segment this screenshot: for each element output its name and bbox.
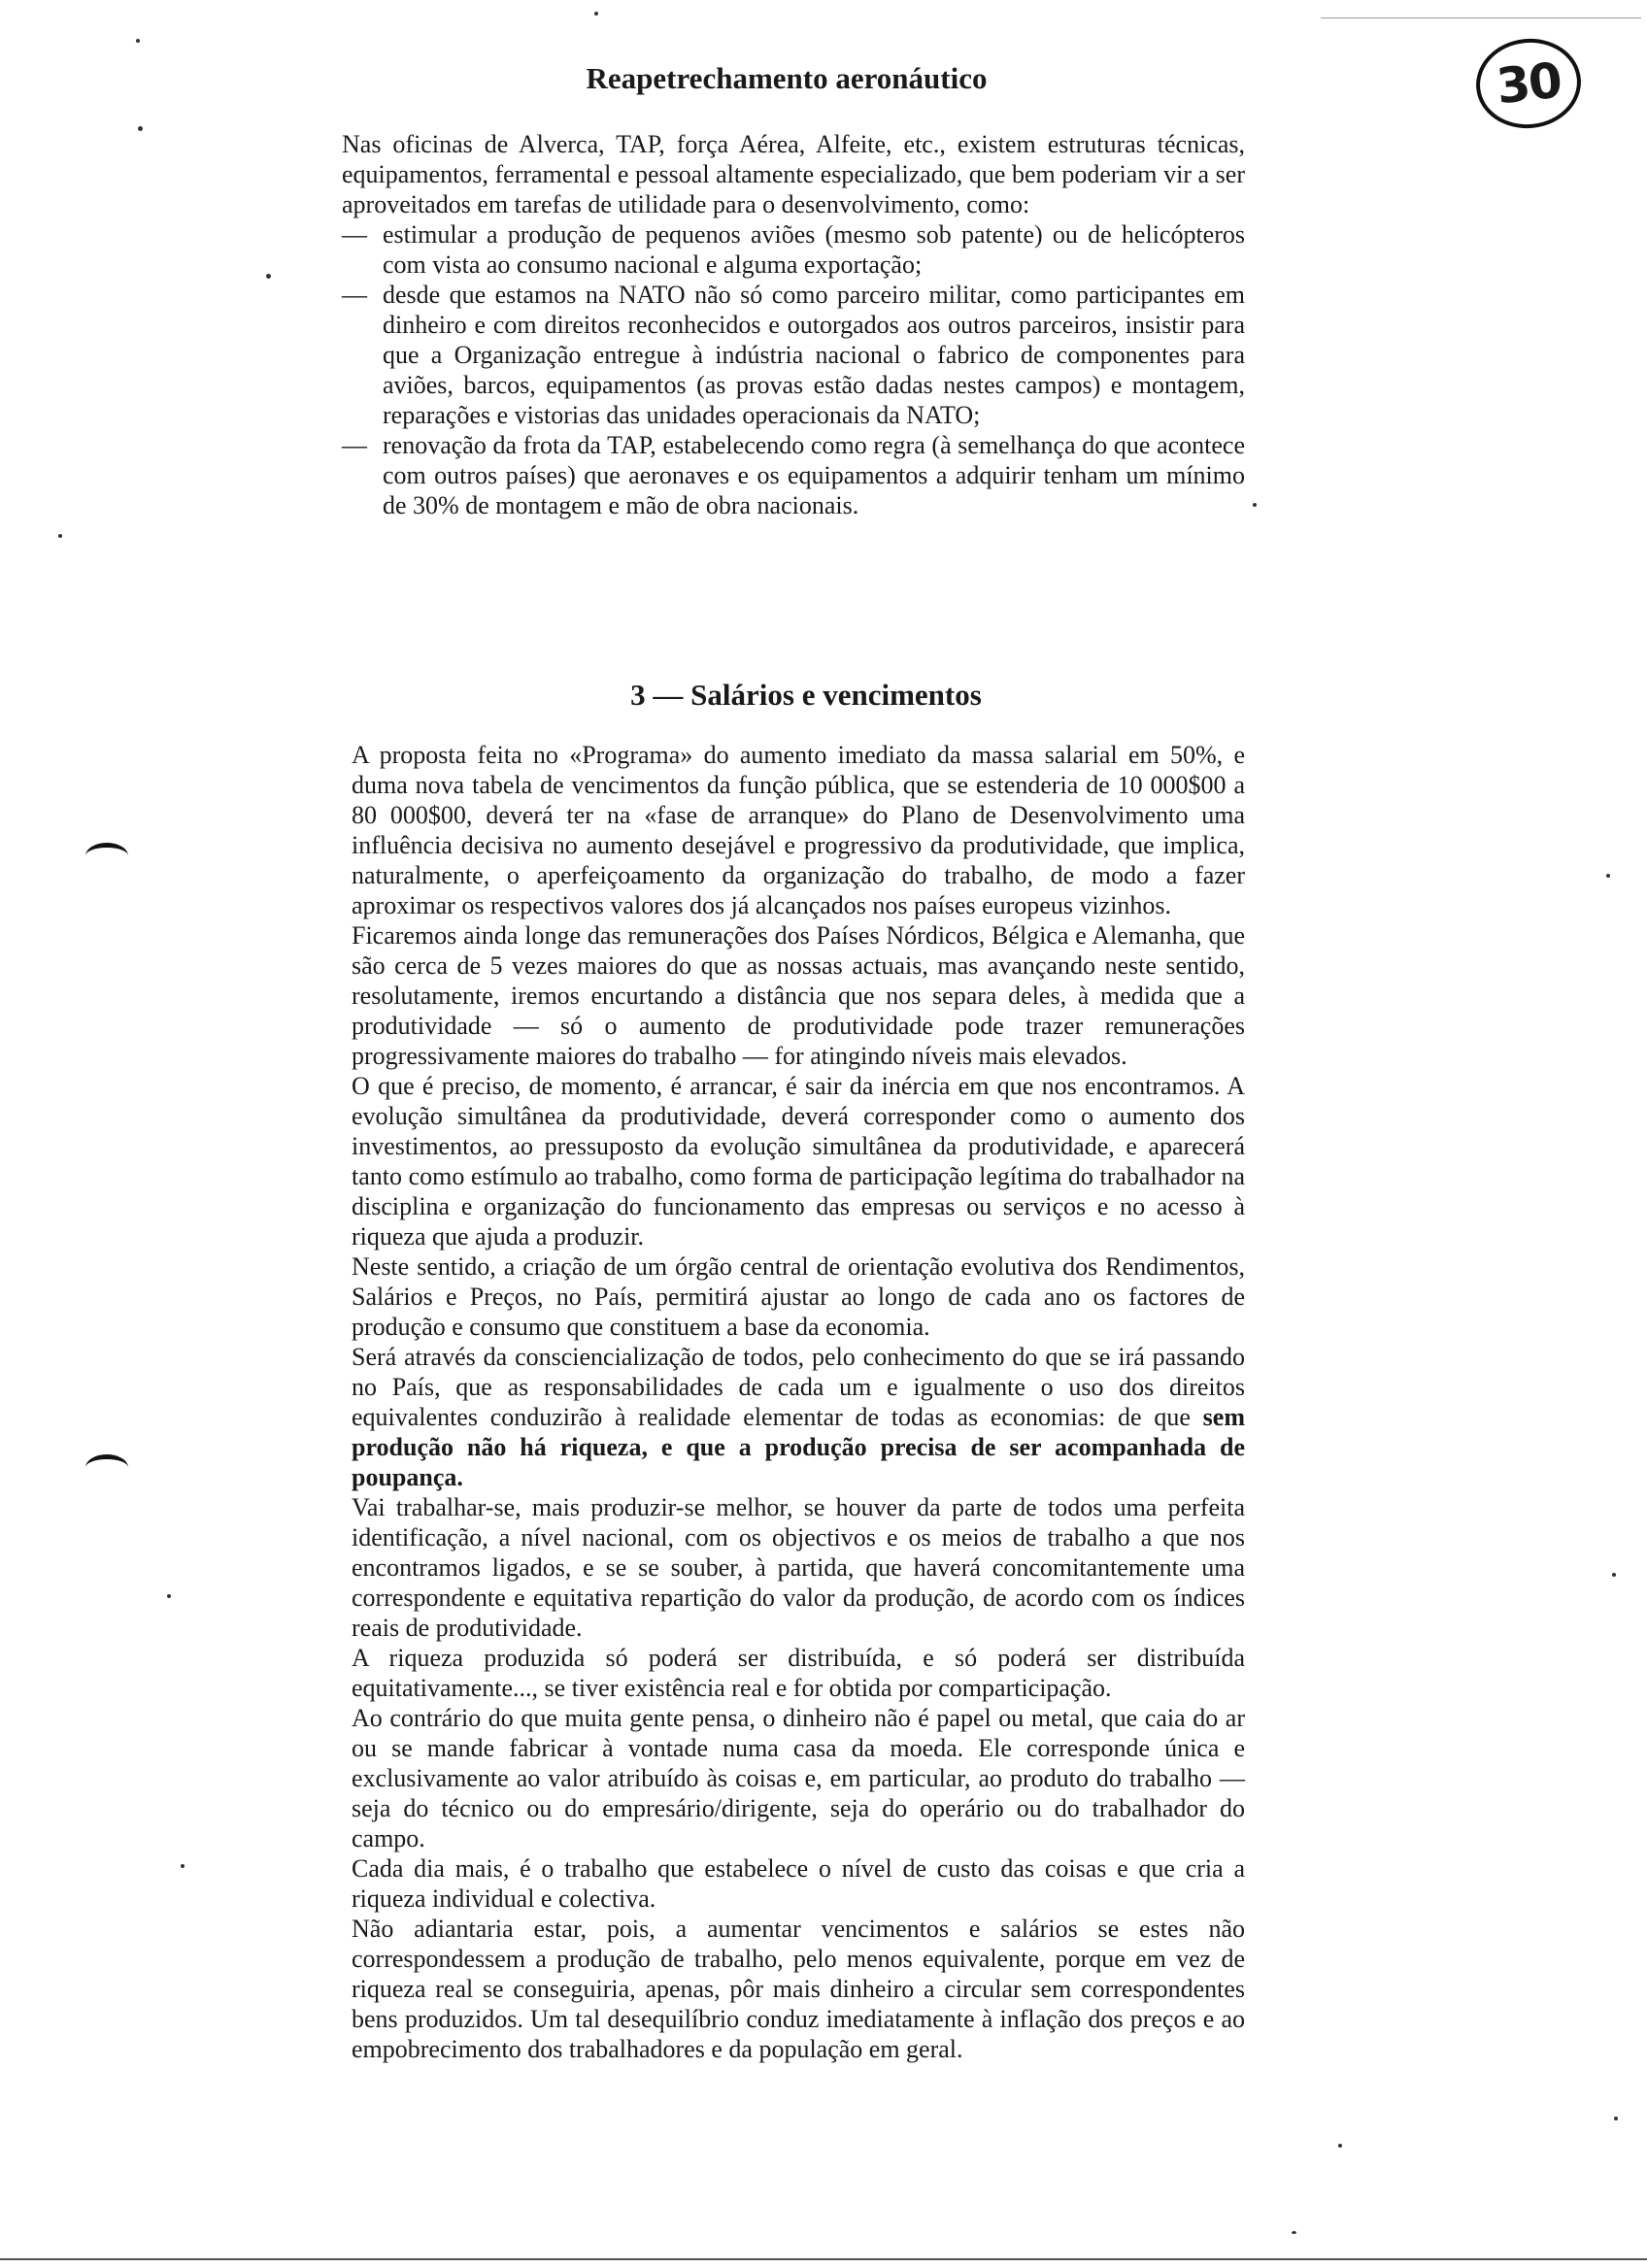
scan-speck xyxy=(1292,2231,1296,2234)
scan-speck xyxy=(181,1864,185,1868)
salaries-paragraph-start: Será através da consciencialização de todos, pelo conhecimento do que se irá passando no País, que as responsabilidades de cada um e igualmente o uso dos direitos equivalentes conduzirão à realidade elementar de todas as economias: de que xyxy=(352,1343,1245,1431)
salaries-paragraph-with-emphasis xyxy=(352,1342,1245,1492)
binder-hole-mark-upper xyxy=(85,843,128,869)
scan-speck xyxy=(1253,503,1257,507)
section-title-aeronautics: Reapetrechamento aeronáutico xyxy=(586,61,988,95)
scan-speck xyxy=(594,12,598,16)
salaries-paragraph: Neste sentido, a criação de um órgão central de orientação evolutiva dos Rendimentos, Salários e Preços, no País, permitirá ajustar ao longo de cada ano os factores de produção e consumo que constituem a base da economia. xyxy=(352,1252,1245,1341)
page-number-stamp: 30 xyxy=(1471,34,1585,134)
binder-hole-mark-lower xyxy=(85,1454,128,1481)
scan-speck xyxy=(58,534,62,538)
salaries-paragraph: A riqueza produzida só poderá ser distribuída, e só poderá ser distribuída equitativamente..., se tiver existência real e for obtida por comparticipação. xyxy=(352,1644,1245,1702)
scan-edge-top xyxy=(1321,17,1641,18)
scan-speck xyxy=(1606,874,1610,878)
salaries-paragraph: A proposta feita no «Programa» do aumento imediato da massa salarial em 50%, e duma nova tabela de vencimentos da função pública, que se estenderia de 10 000$00 a 80 000$00, deverá ter na «fase de arranque» do Plano de Desenvolvimento uma influência decisiva no aumento desejável e progressivo da produtividade, que implica, naturalmente, o aperfeiçoamento da organização do trabalho, de modo a fazer aproximar os respectivos valores dos já alcançados nos países europeus vizinhos. xyxy=(352,741,1245,919)
salaries-paragraph: Não adiantaria estar, pois, a aumentar vencimentos e salários se estes não correspondessem a produção de trabalho, pelo menos equivalente, porque em vez de riqueza real se conseguiria, apenas, pôr mais dinheiro a circular sem correspondentes bens produzidos. Um tal desequilíbrio conduz imediatamente à inflação dos preços e ao empobrecimento dos trabalhadores e da população em geral. xyxy=(352,1915,1245,2063)
aeronautics-list-item: — desde que estamos na NATO não só como parceiro militar, como participantes em dinheiro e com direitos reconhecidos e outorgados aos outros parceiros, insistir para que a Organização entregue à indústria nacional o fabrico de componentes para aviões, barcos, equipamentos (as provas estão dadas nestes campos) e montagem, reparações e vistorias das unidades operacionais da NATO; xyxy=(342,280,1245,430)
salaries-paragraph: Cada dia mais, é o trabalho que estabelece o nível de custo das coisas e que cria a riqueza individual e colectiva. xyxy=(352,1854,1245,1913)
scan-speck xyxy=(1338,2144,1342,2148)
scan-speck xyxy=(1612,1573,1616,1577)
salaries-paragraph: Ao contrário do que muita gente pensa, o dinheiro não é papel ou metal, que caia do ar ou se mande fabricar à vontade numa casa da moeda. Ele corresponde única e exclusivamente ao valor atribuído às coisas e, em particular, ao produto do trabalho — seja do técnico ou do empresário/dirigente, seja do operário ou do trabalhador do campo. xyxy=(352,1704,1245,1852)
scan-speck xyxy=(136,39,140,43)
scan-edge-bottom xyxy=(0,2258,1647,2260)
scan-speck xyxy=(167,1594,171,1598)
aeronautics-intro-paragraph: Nas oficinas de Alverca, TAP, força Aérea, Alfeite, etc., existem estruturas técnicas, equipamentos, ferramental e pessoal altamente especializado, que bem poderiam vir a ser aproveitados em tarefas de utilidade para o desenvolvimento, como: xyxy=(342,130,1245,218)
scan-speck xyxy=(266,274,271,279)
salaries-paragraph: Ficaremos ainda longe das remunerações dos Países Nórdicos, Bélgica e Alemanha, que são cerca de 5 vezes maiores do que as nossas actuais, mas avançando neste sentido, resolutamente, iremos encurtando a distância que nos separa deles, à medida que a produtividade — só o aumento de produtividade pode trazer remunerações progressivamente maiores do trabalho — for atingindo níveis mais elevados. xyxy=(352,921,1245,1070)
salaries-paragraph: Vai trabalhar-se, mais produzir-se melhor, se houver da parte de todos uma perfeita identificação, a nível nacional, com os objectivos e os meios de trabalho a que nos encontramos ligados, e se se souber, à partida, que haverá concomitantemente uma correspondente e equitativa repartição do valor da produção, de acordo com os índices reais de produtividade. xyxy=(352,1493,1245,1642)
aeronautics-list-item: — renovação da frota da TAP, estabelecendo como regra (à semelhança do que acontece com outros países) que aeronaves e os equipamentos a adquirir tenham um mínimo de 30% de montagem e mão de obra nacionais. xyxy=(342,430,1245,520)
section-salaries-body xyxy=(352,740,1245,2064)
section-title-salaries: 3 — Salários e vencimentos xyxy=(630,678,982,712)
scan-speck xyxy=(1614,2117,1618,2120)
emphasis-text: sem produção não há riqueza, e que a produção precisa de ser acompanhada de poupança. xyxy=(352,1403,1245,1491)
section-aeronautics-body xyxy=(342,129,1245,520)
aeronautics-list-item: — estimular a produção de pequenos aviões (mesmo sob patente) ou de helicópteros com vista ao consumo nacional e alguma exportação; xyxy=(342,219,1245,280)
scan-speck xyxy=(138,126,143,131)
salaries-paragraph: O que é preciso, de momento, é arrancar, é sair da inércia em que nos encontramos. A evolução simultânea da produtividade, deverá corresponder como o aumento dos investimentos, ao pressuposto da evolução simultânea da produtividade, e aparecerá tanto como estímulo ao trabalho, como forma de participação legítima do trabalhador na disciplina e organização do funcionamento das empresas ou serviços e no acesso à riqueza que ajuda a produzir. xyxy=(352,1072,1245,1251)
